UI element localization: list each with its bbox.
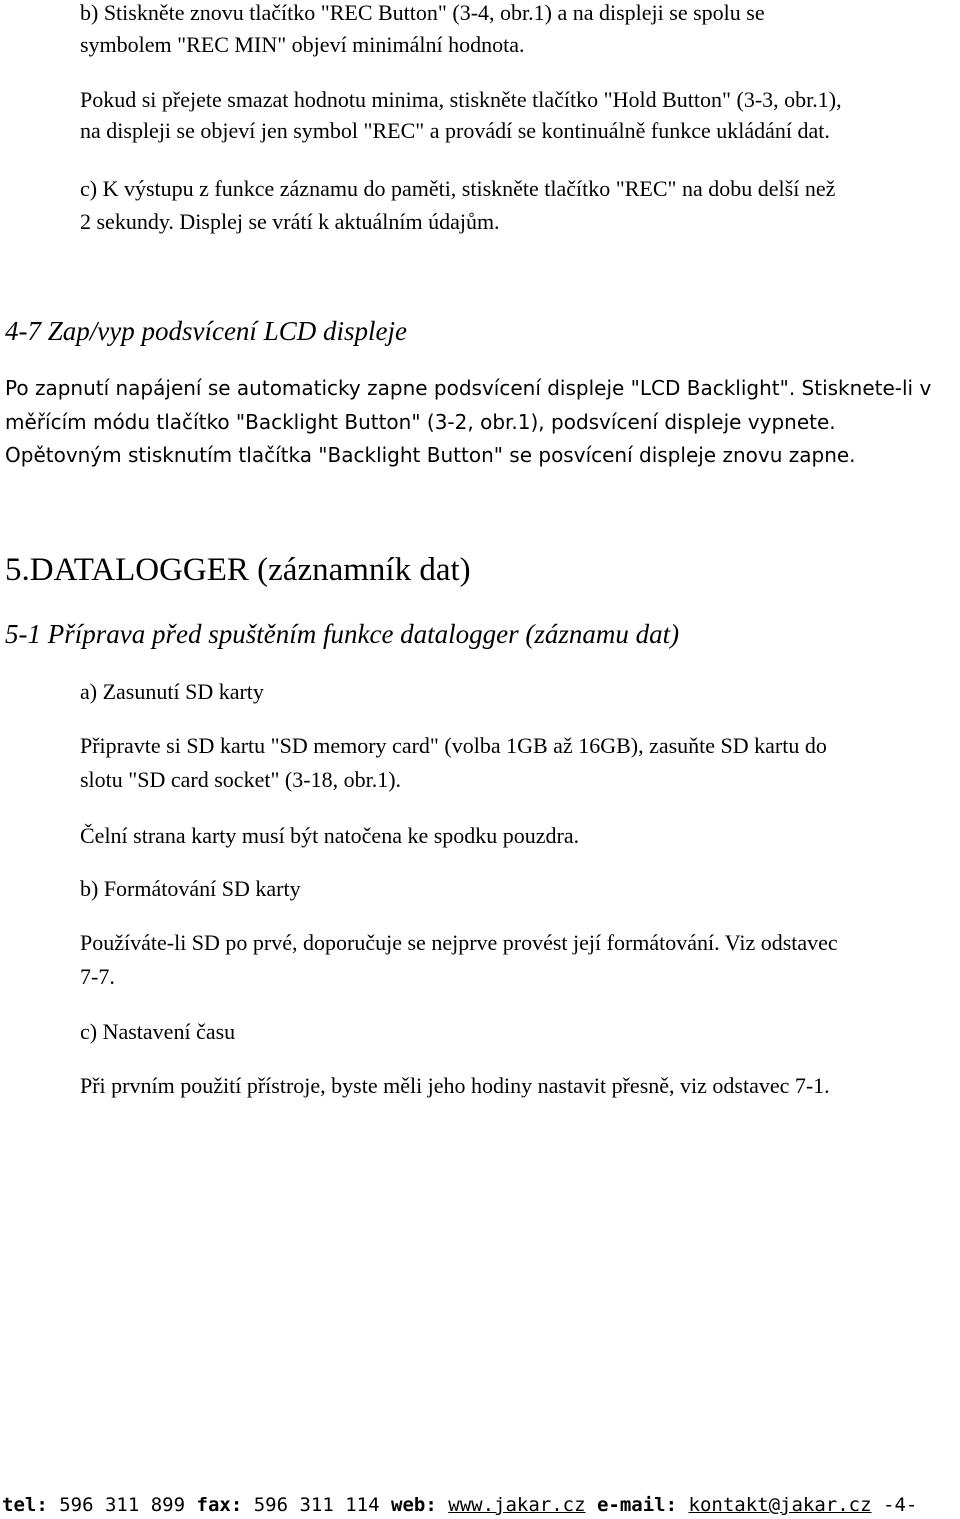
heading-4-7: 4-7 Zap/vyp podsvícení LCD displeje (5, 316, 407, 346)
subheading-a: a) Zasunutí SD karty (80, 679, 264, 704)
paragraph-sd-line-1: Připravte si SD kartu "SD memory card" (volba 1GB až 16GB), zasuňte SD kartu do (80, 733, 827, 758)
footer-fax-value: 596 311 114 (253, 1494, 380, 1516)
heading-5-1: 5-1 Příprava před spuštěním funkce datalogger (záznamu dat) (5, 619, 680, 649)
paragraph-backlight-line-2: měřícím módu tlačítko "Backlight Button" (3-2, obr.1), podsvícení displeje vypnete. (5, 410, 836, 434)
paragraph-backlight-line-3: Opětovným stisknutím tlačítka "Backlight Button" se posvícení displeje znovu zapne. (5, 443, 856, 467)
paragraph-cas: Při prvním použití přístroje, byste měli jeho hodiny nastavit přesně, viz odstavec 7-1. (80, 1073, 830, 1098)
footer-tel-label: tel: (2, 1494, 48, 1516)
footer-email-label: e-mail: (596, 1494, 678, 1516)
footer-web-label: web: (391, 1494, 437, 1516)
paragraph-format-line-1: Používáte-li SD po prvé, doporučuje se nejprve provést její formátování. Viz odstavec (80, 930, 838, 955)
heading-5-datalogger: 5.DATALOGGER (záznamník dat) (5, 552, 471, 588)
footer-web-link[interactable]: www.jakar.cz (448, 1494, 586, 1516)
paragraph-b-line-1: b) Stiskněte znovu tlačítko "REC Button" (3-4, obr.1) a na displeji se spolu se (80, 0, 765, 25)
footer-tel-value: 596 311 899 (59, 1494, 186, 1516)
paragraph-sd-line-2: slotu "SD card socket" (3-18, obr.1). (80, 767, 402, 792)
subheading-b: b) Formátování SD karty (80, 876, 301, 901)
paragraph-c-line-1: c) K výstupu z funkce záznamu do paměti, stiskněte tlačítko "REC" na dobu delší než (80, 176, 836, 201)
paragraph-celni: Čelní strana karty musí být natočena ke spodku pouzdra. (80, 823, 580, 848)
footer-email-link[interactable]: kontakt@jakar.cz (688, 1494, 872, 1516)
footer-page-number: -4- (883, 1494, 918, 1516)
paragraph-pokud-line-1: Pokud si přejete smazat hodnotu minima, stiskněte tlačítko "Hold Button" (3-3, obr.1), (80, 87, 842, 112)
paragraph-b-line-2: symbolem "REC MIN" objeví minimální hodnota. (80, 32, 525, 57)
paragraph-c-line-2: 2 sekundy. Displej se vrátí k aktuálním údajům. (80, 209, 500, 234)
subheading-c: c) Nastavení času (80, 1019, 236, 1044)
footer-fax-label: fax: (196, 1494, 243, 1516)
page-footer (2, 1494, 917, 1516)
paragraph-pokud-line-2: na displeji se objeví jen symbol "REC" a provádí se kontinuálně funkce ukládání dat. (80, 118, 830, 143)
paragraph-backlight-line-1: Po zapnutí napájení se automaticky zapne podsvícení displeje "LCD Backlight". Stisknete-li v (5, 376, 932, 400)
paragraph-format-line-2: 7-7. (80, 964, 115, 989)
